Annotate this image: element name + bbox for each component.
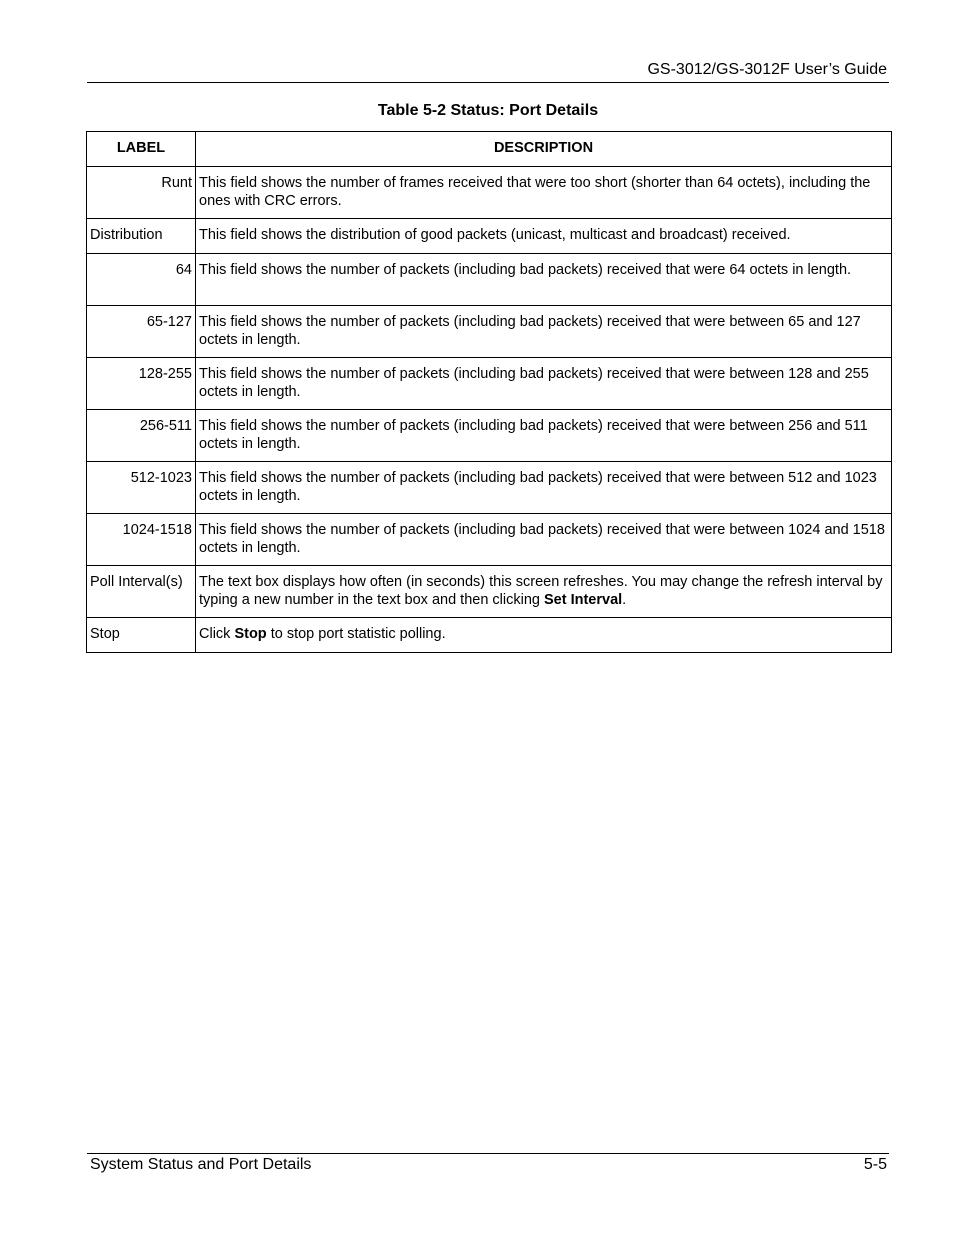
- footer-section-title: System Status and Port Details: [90, 1156, 312, 1173]
- row-label: Distribution: [87, 219, 196, 254]
- row-label: 64: [87, 254, 196, 306]
- row-label: 128-255: [87, 358, 196, 410]
- row-description: This field shows the distribution of good packets (unicast, multicast and broadcast) received.: [196, 219, 892, 254]
- table-row: [87, 618, 892, 653]
- column-header-description: DESCRIPTION: [196, 132, 892, 167]
- page-footer: [87, 1153, 889, 1182]
- row-description: This field shows the number of packets (including bad packets) received that were between 512 and 1023 octets in length.: [196, 462, 892, 514]
- page-number: 5-5: [863, 1156, 887, 1173]
- description-text-end: to stop port statistic polling.: [266, 626, 446, 642]
- document-title: GS-3012/GS-3012F User’s Guide: [647, 61, 887, 78]
- row-description: This field shows the number of packets (including bad packets) received that were between 65 and 127 octets in length.: [196, 306, 892, 358]
- row-description: This field shows the number of packets (including bad packets) received that were between 128 and 255 octets in length.: [196, 358, 892, 410]
- table-row: [87, 254, 892, 306]
- row-description: [196, 566, 892, 618]
- stop-term: Stop: [234, 626, 267, 642]
- description-text: Click: [199, 626, 235, 642]
- description-text: The text box displays how often (in seconds) this screen refreshes. You may change the refresh interval by typing a new number in the text box and then clicking: [199, 574, 883, 608]
- table-row: [87, 167, 892, 219]
- table-row: [87, 514, 892, 566]
- row-description: This field shows the number of packets (including bad packets) received that were 64 octets in length.: [196, 254, 892, 306]
- table-row: [87, 358, 892, 410]
- row-label: 512-1023: [87, 462, 196, 514]
- row-label: 256-511: [87, 410, 196, 462]
- table-row: [87, 566, 892, 618]
- table-header-row: [87, 132, 892, 167]
- table-row: [87, 306, 892, 358]
- table-caption: Table 5-2 Status: Port Details: [377, 102, 599, 119]
- row-label: Poll Interval(s): [87, 566, 196, 618]
- port-details-table: [86, 131, 892, 653]
- row-description: This field shows the number of frames received that were too short (shorter than 64 octets), including the ones with CRC errors.: [196, 167, 892, 219]
- set-interval-term: Set Interval: [543, 591, 623, 608]
- table-row: [87, 410, 892, 462]
- column-header-label: LABEL: [87, 132, 196, 167]
- row-label: 1024-1518: [87, 514, 196, 566]
- row-description: [196, 618, 892, 653]
- table-row: [87, 219, 892, 254]
- row-description: This field shows the number of packets (including bad packets) received that were between 256 and 511 octets in length.: [196, 410, 892, 462]
- row-label: Stop: [87, 618, 196, 653]
- row-description: This field shows the number of packets (including bad packets) received that were between 1024 and 1518 octets in length.: [196, 514, 892, 566]
- description-text-end: .: [622, 591, 627, 608]
- page-header: [87, 58, 889, 83]
- table-row: [87, 462, 892, 514]
- row-label: 65-127: [87, 306, 196, 358]
- row-label: Runt: [87, 167, 196, 219]
